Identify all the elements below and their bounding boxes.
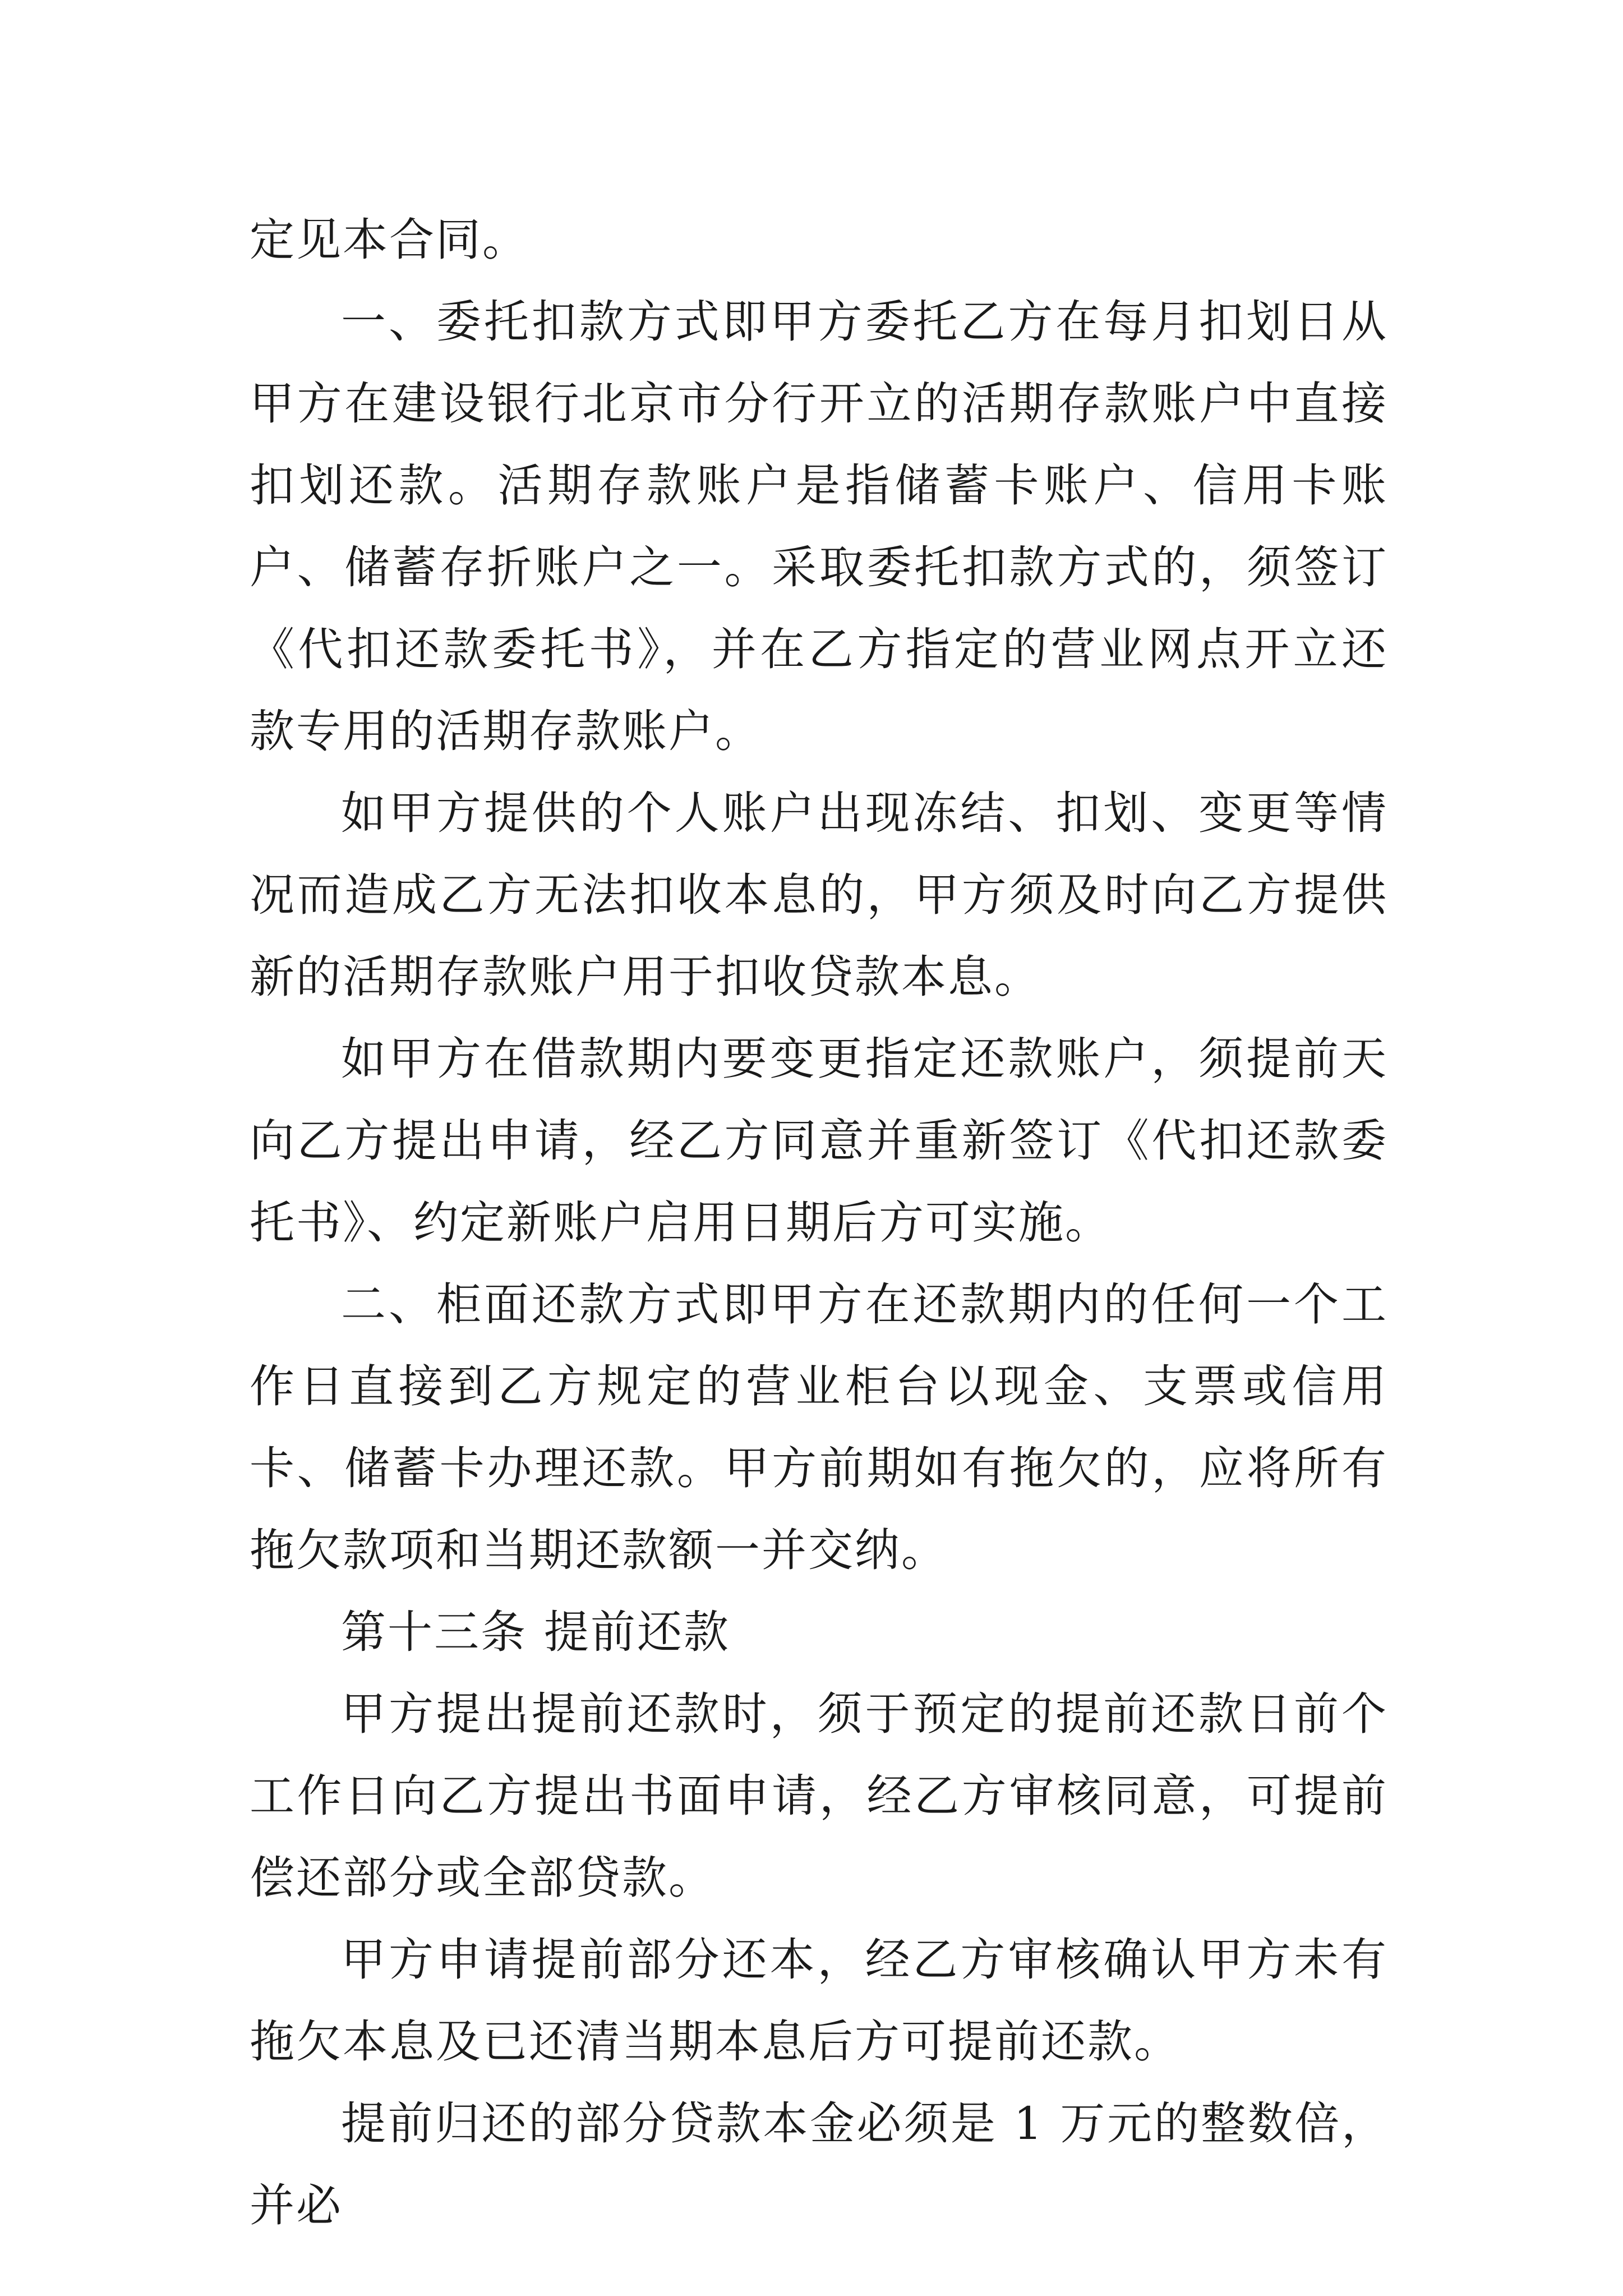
- paragraph-account-frozen: 如甲方提供的个人账户出现冻结、扣划、变更等情况而造成乙方无法扣收本息的，甲方须及时向乙方提供新的活期存款账户用于扣收贷款本息。: [250, 787, 1388, 1003]
- article-title: 提前还款: [544, 1606, 730, 1658]
- article-number: 第十三条: [341, 1606, 527, 1658]
- paragraph-counter-repayment: 二、柜面还款方式即甲方在还款期内的任何一个工作日直接到乙方规定的营业柜台以现金、支票或信用卡、储蓄卡办理还款。甲方前期如有拖欠的，应将所有拖欠款项和当期还款额一并交纳。: [250, 1278, 1388, 1576]
- paragraph-change-account: 如甲方在借款期内要变更指定还款账户，须提前天向乙方提出申请，经乙方同意并重新签订《代扣还款委托书》、约定新账户启用日期后方可实施。: [250, 1033, 1388, 1249]
- document-body: [250, 199, 1388, 2247]
- article-heading: [250, 1591, 1388, 1673]
- paragraph-contract-reference: 定见本合同。: [250, 214, 529, 266]
- paragraph-entrusted-deduction: 一、委托扣款方式即甲方委托乙方在每月扣划日从甲方在建设银行北京市分行开立的活期存款账户中直接扣划还款。活期存款账户是指储蓄卡账户、信用卡账户、储蓄存折账户之一。采取委托扣款方式的，须签订《代扣还款委托书》，并在乙方指定的营业网点开立还款专用的活期存款账户。: [250, 296, 1388, 757]
- paragraph-partial-principal: 甲方申请提前部分还本，经乙方审核确认甲方未有拖欠本息及已还清当期本息后方可提前还款。: [250, 1934, 1388, 2068]
- paragraph-principal-multiple: 提前归还的部分贷款本金必须是 1 万元的整数倍，并必: [250, 2097, 1388, 2231]
- paragraph-early-repayment-application: 甲方提出提前还款时，须于预定的提前还款日前个工作日向乙方提出书面申请，经乙方审核同意，可提前偿还部分或全部贷款。: [250, 1688, 1388, 1904]
